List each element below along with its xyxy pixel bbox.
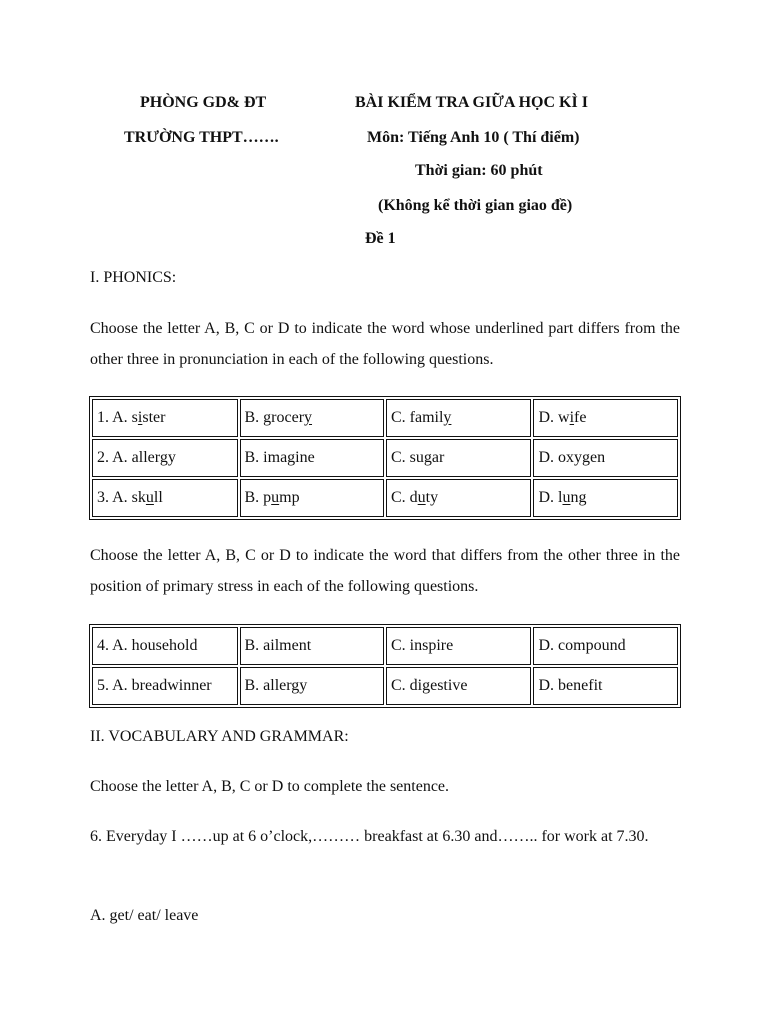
answer-option: B. allergy — [240, 667, 384, 705]
exam-code: Đề 1 — [365, 230, 396, 247]
answer-option — [92, 399, 238, 437]
answer-option — [386, 439, 532, 477]
underlined-part: g — [159, 449, 168, 466]
option-text: 3. A. sk — [97, 489, 146, 506]
answer-option: D. benefit — [533, 667, 678, 705]
option-text: C. su — [390, 449, 424, 466]
answer-option — [92, 439, 238, 477]
option-text: B. ima — [244, 449, 288, 466]
answer-option: 4. A. household — [92, 627, 238, 665]
time-note: (Không kể thời gian giao đề) — [378, 197, 573, 214]
answer-option — [386, 399, 532, 437]
answer-option: 5. A. breadwinner — [92, 667, 238, 705]
option-text-rest: fe — [574, 409, 587, 426]
answer-option — [240, 479, 384, 517]
answer-option: C. inspire — [386, 627, 532, 665]
answer-option: D. compound — [533, 627, 678, 665]
instruction-complete-sentence: Choose the letter A, B, C or D to complete the sentence. — [90, 778, 450, 795]
option-text-rest: ty — [425, 489, 439, 506]
instruction-stress: Choose the letter A, B, C or D to indicate the word that differs from the other three in the position of primary stress in each of the following questions. — [90, 547, 680, 595]
option-text: B. grocer — [244, 409, 305, 426]
option-text-rest: mp — [279, 489, 300, 506]
underlined-part: y — [443, 409, 452, 426]
underlined-part: g — [287, 449, 296, 466]
answer-option — [533, 479, 678, 517]
table-row — [92, 439, 678, 477]
section-title-phonics: I. PHONICS: — [90, 269, 177, 286]
time-line: Thời gian: 60 phút — [415, 162, 543, 179]
option-text-rest: ng — [570, 489, 587, 506]
section-title-vocab-grammar: II. VOCABULARY AND GRAMMAR: — [90, 728, 349, 745]
underlined-part: i — [137, 409, 143, 426]
underlined-part: y — [304, 409, 313, 426]
exam-title: BÀI KIỂM TRA GIỮA HỌC KÌ I — [355, 94, 588, 111]
option-text: D. w — [538, 409, 570, 426]
option-text: C. d — [390, 489, 418, 506]
underlined-part: g — [423, 449, 432, 466]
underlined-part: u — [562, 489, 571, 506]
subject-line: Môn: Tiếng Anh 10 ( Thí điểm) — [367, 129, 580, 146]
option-text-rest: ar — [431, 449, 445, 466]
table-row — [92, 667, 678, 705]
option-text-rest: ine — [295, 449, 315, 466]
option-text: B. p — [244, 489, 272, 506]
pronunciation-table — [89, 396, 681, 520]
stress-table — [89, 624, 681, 708]
option-text-rest: en — [590, 449, 606, 466]
option-text-rest: y — [167, 449, 176, 466]
answer-option — [240, 399, 384, 437]
option-text-rest: ll — [153, 489, 163, 506]
underlined-part: u — [417, 489, 426, 506]
underlined-part: g — [582, 449, 591, 466]
question-6-option-a: A. get/ eat/ leave — [90, 907, 199, 924]
table-row — [92, 627, 678, 665]
table-row — [92, 399, 678, 437]
answer-option — [386, 479, 532, 517]
answer-option — [92, 479, 238, 517]
option-text: D. oxy — [538, 449, 583, 466]
table-row — [92, 479, 678, 517]
answer-option: C. digestive — [386, 667, 532, 705]
option-text-rest: ster — [142, 409, 166, 426]
option-text: 2. A. aller — [97, 449, 160, 466]
instruction-pronunciation: Choose the letter A, B, C or D to indicate the word whose underlined part differs from the other three in pronunciation in each of the following questions. — [90, 320, 680, 368]
option-text: C. famil — [390, 409, 444, 426]
answer-option: B. ailment — [240, 627, 384, 665]
answer-option — [533, 439, 678, 477]
underlined-part: u — [271, 489, 280, 506]
answer-option — [533, 399, 678, 437]
school-name: TRƯỜNG THPT……. — [124, 129, 279, 146]
question-6: 6. Everyday I ……up at 6 o’clock,……… breakfast at 6.30 and…….. for work at 7.30. — [90, 828, 649, 845]
option-text: 1. A. s — [97, 409, 138, 426]
underlined-part: u — [145, 489, 154, 506]
underlined-part: i — [569, 409, 575, 426]
option-text: D. l — [538, 489, 563, 506]
office-name: PHÒNG GD& ĐT — [140, 94, 267, 111]
answer-option — [240, 439, 384, 477]
